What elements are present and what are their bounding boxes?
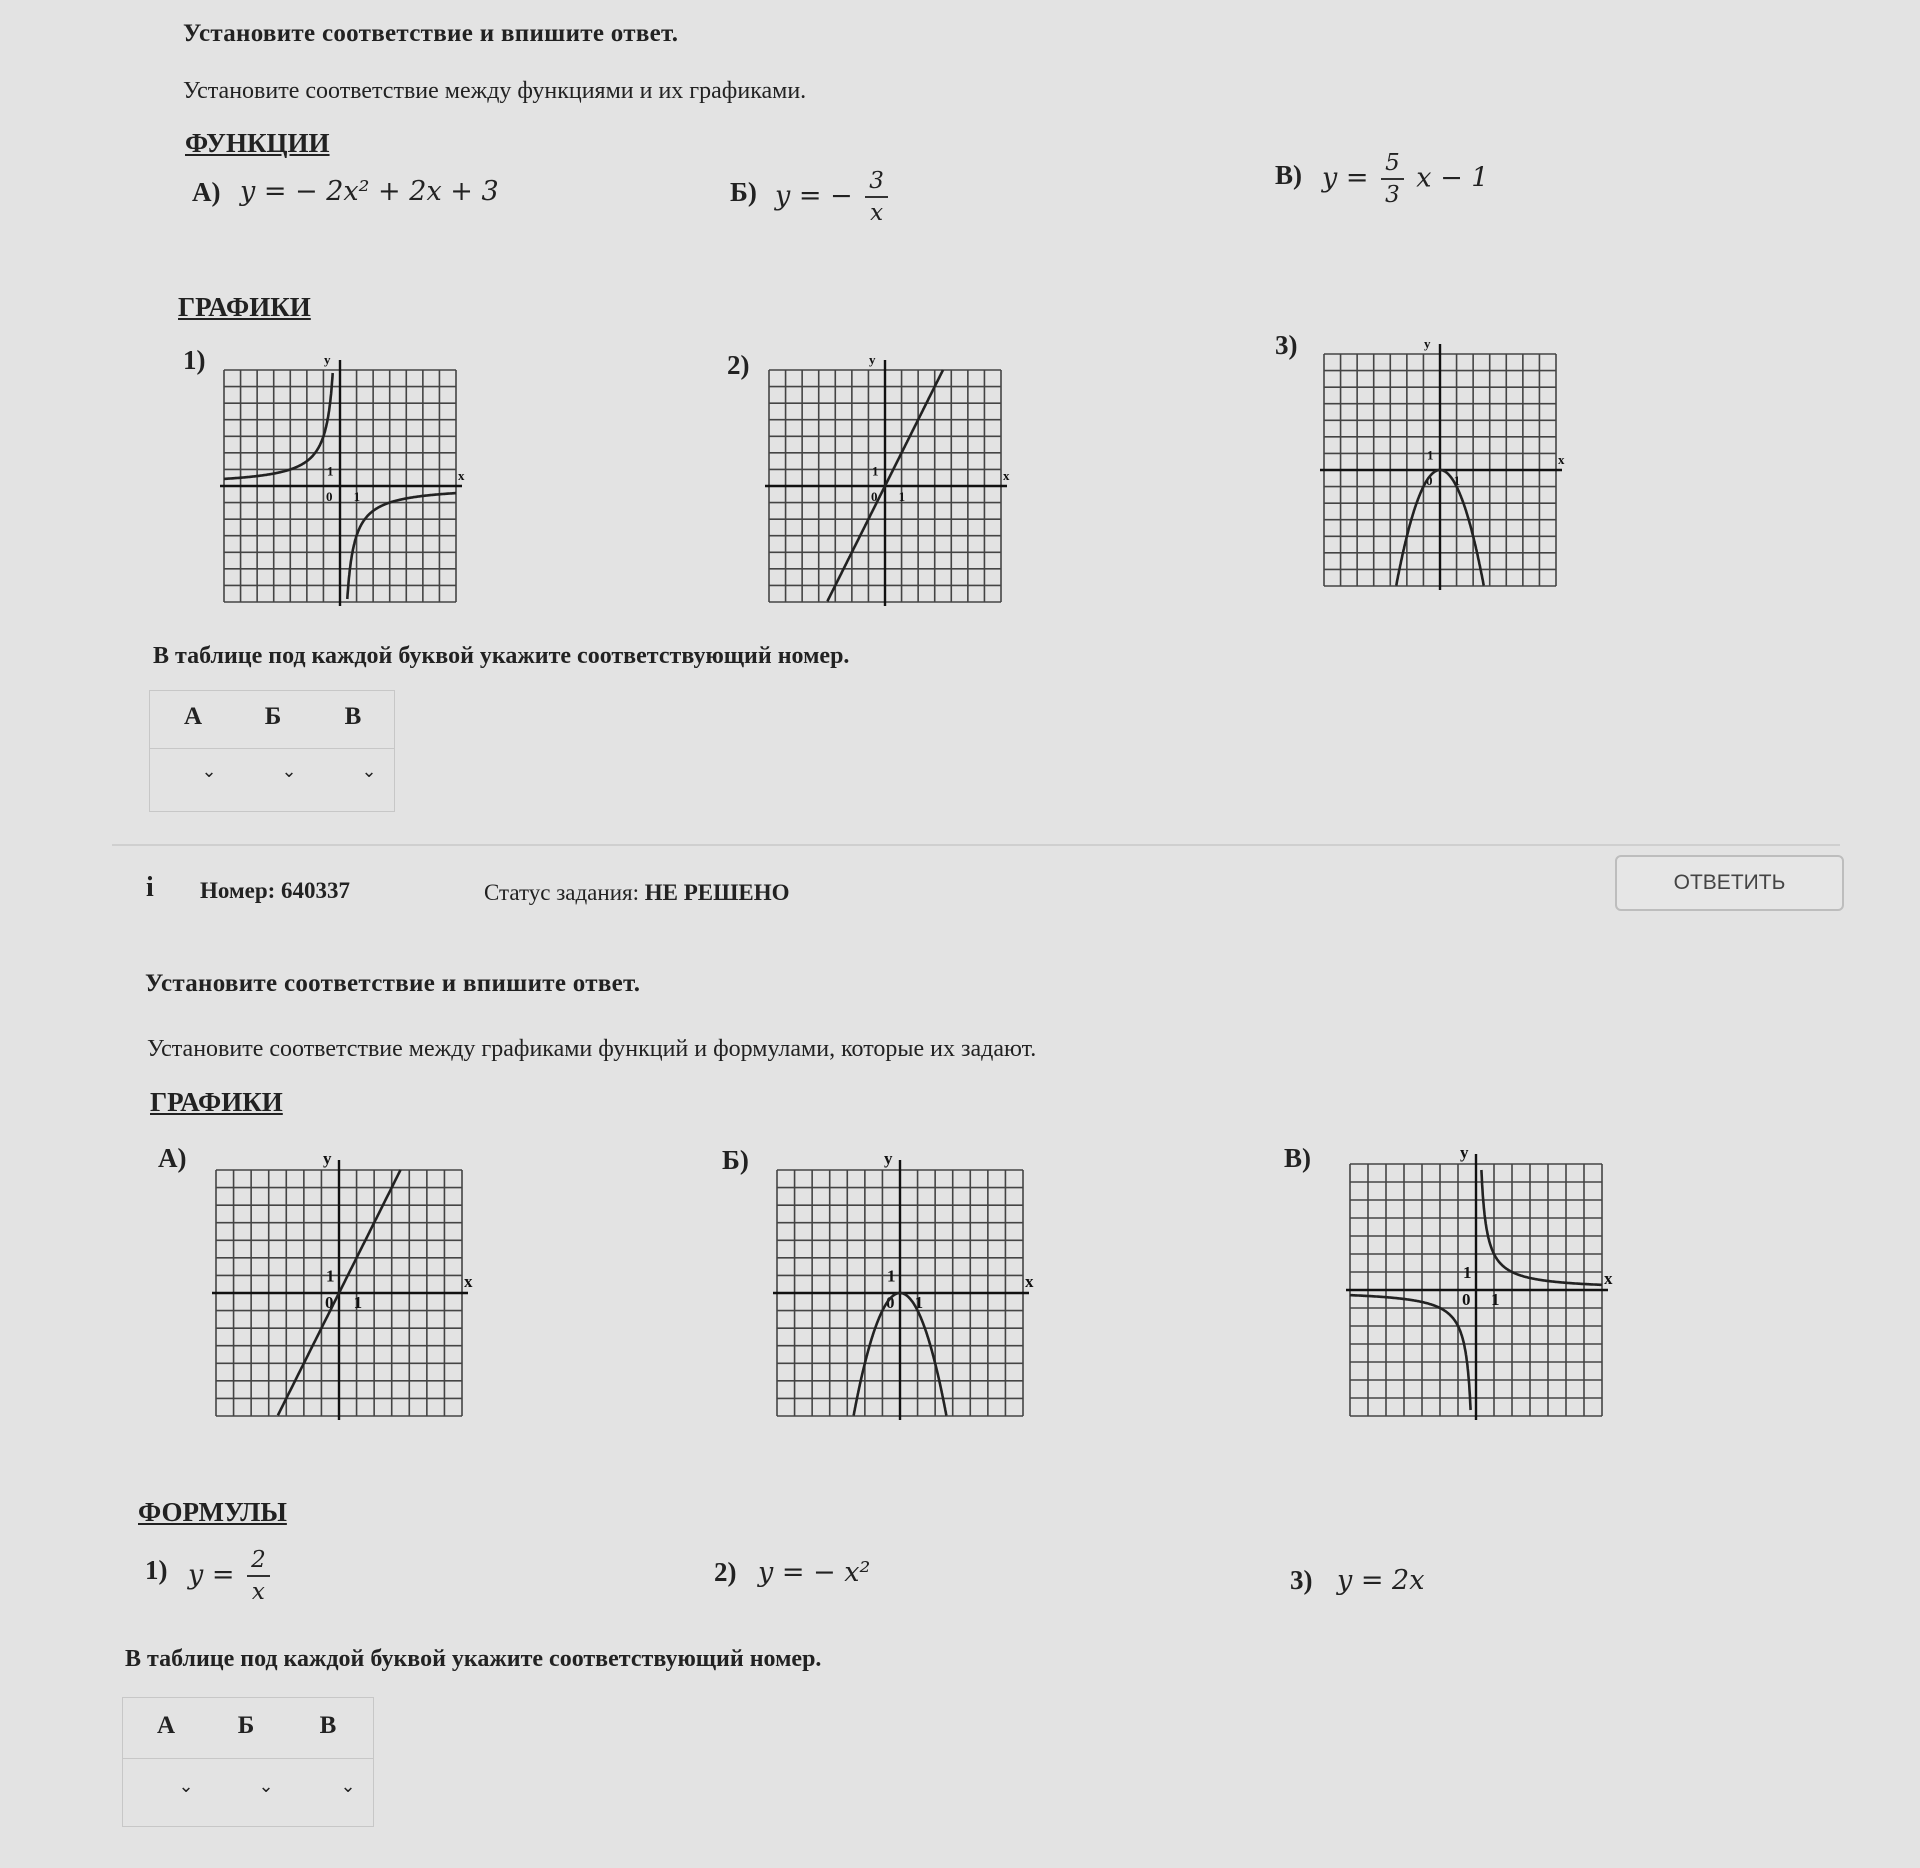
task1-col-b: Б — [264, 703, 282, 730]
task1-select-v[interactable] — [349, 761, 389, 791]
task2-graphs-title: ГРАФИКИ — [150, 1087, 283, 1117]
y-tick-1-label: 1 — [327, 463, 334, 479]
task2-graph-v-label: В) — [1284, 1143, 1311, 1173]
y-tick-1-label: 1 — [326, 1266, 335, 1286]
task1-graph-3 — [1312, 330, 1612, 606]
y-axis-label: y — [323, 1149, 332, 1168]
chevron-down-icon: ⌄ — [361, 761, 377, 781]
task1-select-a[interactable] — [189, 761, 229, 791]
y-tick-1-label: 1 — [1463, 1263, 1472, 1282]
task1-graph-2 — [757, 346, 1057, 622]
task2-select-v[interactable] — [328, 1776, 368, 1806]
y-axis-label: y — [869, 352, 876, 367]
task1-graph-3-label: 3) — [1275, 330, 1298, 360]
task1-col-a: А — [183, 703, 203, 730]
task-status — [484, 880, 789, 906]
task1-function-b-den: x — [870, 200, 884, 226]
task1-instruction: Установите соответствие между функциями и их графиками. — [183, 78, 807, 104]
chevron-down-icon: ⌄ — [281, 761, 297, 781]
x-axis-label: x — [1025, 1272, 1034, 1291]
task1-function-v-suffix: x − 1 — [1416, 162, 1489, 194]
task1-function-v — [1322, 148, 1489, 210]
task2-formula-2-label: 2) — [714, 1557, 737, 1587]
task1-graph-2-label: 2) — [727, 350, 750, 380]
task1-col-v: В — [344, 703, 362, 730]
task2-col-b: Б — [237, 1712, 255, 1739]
y-axis-label: y — [884, 1149, 893, 1168]
task1-functions-title: ФУНКЦИИ — [185, 128, 330, 158]
task-status-label: Статус задания: — [484, 880, 639, 905]
task1-function-a: y = − 2x² + 2x + 3 — [240, 176, 499, 207]
task1-table-instruction: В таблице под каждой буквой укажите соответствующий номер. — [153, 643, 850, 669]
answer-button[interactable]: ОТВЕТИТЬ — [1615, 855, 1844, 911]
task1-function-v-den: 3 — [1385, 182, 1400, 208]
task-number-label: Номер: — [200, 878, 276, 903]
task-number — [200, 878, 350, 904]
x-axis-label: x — [1003, 468, 1010, 483]
task1-function-a-label: А) — [192, 177, 221, 207]
task1-select-b[interactable] — [269, 761, 309, 791]
chevron-down-icon: ⌄ — [201, 761, 217, 781]
task2-graph-a-label: А) — [158, 1143, 187, 1173]
y-axis-label: y — [1460, 1143, 1469, 1162]
task2-select-a[interactable] — [166, 1776, 206, 1806]
y-axis-label: y — [324, 352, 331, 367]
task2-formula-1-num: 2 — [247, 1545, 270, 1577]
info-icon: i — [146, 872, 154, 903]
chevron-down-icon: ⌄ — [340, 1776, 356, 1796]
origin-label: 0 — [1462, 1290, 1471, 1309]
task2-formula-3: y = 2x — [1337, 1565, 1425, 1596]
x-axis-label: x — [464, 1272, 473, 1291]
task2-heading: Установите соответствие и впишите ответ. — [145, 970, 641, 997]
x-tick-1-label: 1 — [1491, 1290, 1500, 1309]
task2-instruction: Установите соответствие между графиками функций и формулами, которые их задают. — [147, 1036, 1037, 1062]
task2-formula-1-den: x — [251, 1579, 265, 1605]
origin-label: 0 — [871, 489, 878, 504]
x-tick-1-label: 1 — [914, 1293, 924, 1312]
x-tick-1-label: 1 — [353, 489, 361, 504]
y-tick-1-label: 1 — [872, 463, 879, 479]
origin-label: 0 — [326, 489, 333, 504]
task1-function-v-num: 5 — [1381, 148, 1404, 180]
task2-graph-b-label: Б) — [722, 1145, 749, 1175]
task2-formulas-title: ФОРМУЛЫ — [138, 1497, 287, 1527]
task1-function-b-prefix: y = − — [775, 180, 853, 212]
task1-function-v-prefix: y = — [1322, 162, 1369, 194]
task1-heading: Установите соответствие и впишите ответ. — [183, 20, 679, 47]
task2-formula-2: y = − x² — [758, 1557, 871, 1588]
task-divider — [112, 844, 1840, 846]
task1-function-b — [775, 166, 892, 228]
task2-table-instruction: В таблице под каждой буквой укажите соответствующий номер. — [125, 1646, 822, 1672]
x-tick-1-label: 1 — [353, 1293, 363, 1312]
origin-label: 0 — [325, 1293, 334, 1312]
task2-col-v: В — [319, 1712, 337, 1739]
task1-function-v-label: В) — [1275, 160, 1302, 190]
origin-label: 0 — [886, 1293, 895, 1312]
chevron-down-icon: ⌄ — [178, 1776, 194, 1796]
chevron-down-icon: ⌄ — [258, 1776, 274, 1796]
y-tick-1-label: 1 — [1427, 447, 1434, 463]
task1-answer-table — [149, 690, 395, 812]
task2-graph-a — [204, 1146, 504, 1436]
task1-graph-1-label: 1) — [183, 345, 206, 375]
x-axis-label: x — [458, 468, 465, 483]
task-number-value: 640337 — [281, 878, 351, 903]
y-tick-1-label: 1 — [887, 1266, 896, 1286]
x-tick-1-label: 1 — [898, 489, 906, 504]
task2-answer-table — [122, 1697, 374, 1827]
task2-formula-3-label: 3) — [1290, 1565, 1313, 1595]
origin-label: 0 — [1426, 473, 1433, 488]
task1-graphs-title: ГРАФИКИ — [178, 292, 311, 322]
task1-function-b-num: 3 — [865, 166, 888, 198]
task-status-value: НЕ РЕШЕНО — [644, 880, 790, 905]
task2-graph-v — [1338, 1140, 1638, 1436]
x-axis-label: x — [1604, 1269, 1613, 1288]
task1-function-b-label: Б) — [730, 177, 757, 207]
task2-graph-b — [765, 1146, 1065, 1436]
task2-formula-1-label: 1) — [145, 1555, 168, 1585]
task2-formula-1 — [188, 1545, 274, 1607]
y-axis-label: y — [1424, 336, 1431, 351]
task2-formula-1-prefix: y = — [188, 1559, 235, 1591]
x-tick-1-label: 1 — [1453, 473, 1461, 488]
task1-graph-1 — [212, 346, 512, 622]
task2-col-a: А — [156, 1712, 176, 1739]
x-axis-label: x — [1558, 452, 1565, 467]
task2-select-b[interactable] — [246, 1776, 286, 1806]
